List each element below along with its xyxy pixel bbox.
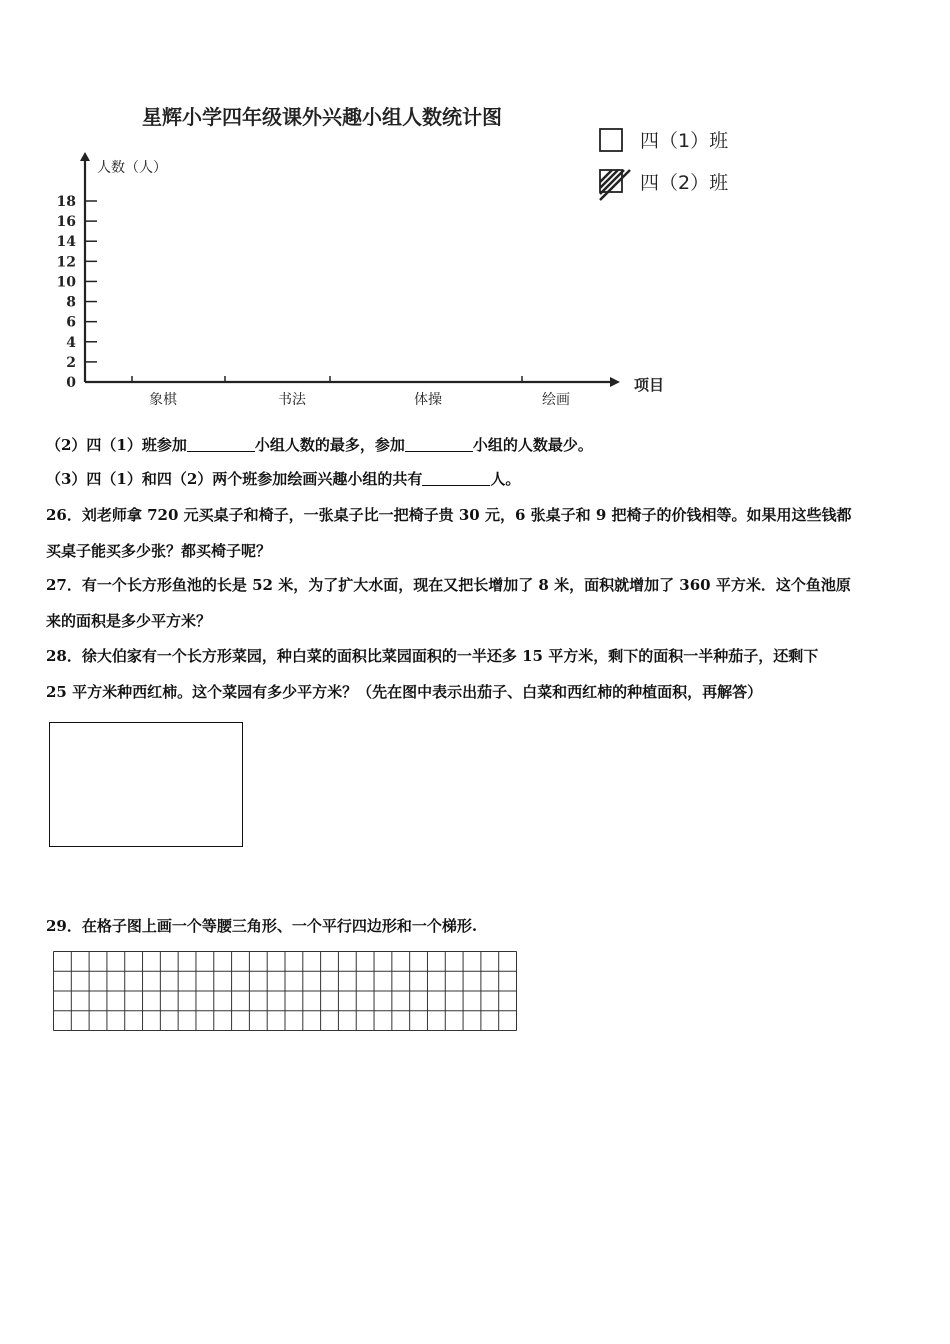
question-3-part-a: （3）四（1）和四（2）两个班参加绘画兴趣小组的共有: [46, 470, 423, 488]
y-tick-label: 6: [66, 314, 76, 331]
question-2-part-a: （2）四（1）班参加: [46, 436, 187, 454]
y-axis-arrow: [80, 152, 90, 161]
x-axis-arrow: [610, 377, 620, 387]
question-28-line-2: 25 平方米种西红柿。这个菜园有多少平方米？（先在图中表示出茄子、白菜和西红柿的种植面积，再解答）: [46, 683, 763, 701]
y-tick-label: 18: [56, 194, 76, 210]
x-tick-label: 体操: [414, 392, 442, 408]
x-tick-label: 书法: [278, 392, 306, 408]
question-27-line-2: 来的面积是多少平方米？: [46, 612, 212, 630]
y-tick-label: 16: [56, 214, 76, 231]
x-tick-label: 绘画: [542, 392, 570, 408]
answer-blank-least[interactable]: [405, 436, 473, 452]
y-tick-label: 12: [56, 254, 76, 271]
question-2-part-c: 小组的人数最少。: [472, 436, 593, 454]
x-axis-label: 项目: [634, 376, 665, 394]
y-tick-label: 2: [66, 354, 76, 371]
question-28-line-1: 28．徐大伯家有一个长方形菜园，种白菜的面积比菜园面积的一半还多 15 平方米，剩下的面积一半种茄子，还剩下: [46, 647, 819, 665]
legend-swatch-empty: [600, 129, 622, 151]
legend-label-class-2: 四（2）班: [640, 172, 729, 194]
bar-chart: [0, 0, 950, 420]
y-tick-label: 8: [66, 294, 76, 311]
y-tick-label: 4: [66, 334, 76, 351]
question-29: 29．在格子图上画一个等腰三角形、一个平行四边形和一个梯形.: [46, 917, 478, 935]
question-26-line-1: 26．刘老师拿 720 元买桌子和椅子，一张桌子比一把椅子贵 30 元，6 张桌子和 9 把椅子的价钱相等。如果用这些钱都: [46, 506, 852, 524]
x-tick-label: 象棋: [149, 392, 177, 408]
y-tick-label: 10: [56, 274, 76, 291]
chart-title: 星辉小学四年级课外兴趣小组人数统计图: [142, 105, 502, 129]
garden-rectangle[interactable]: [49, 722, 243, 847]
y-tick-label: 0: [66, 375, 76, 391]
question-27-line-1: 27．有一个长方形鱼池的长是 52 米，为了扩大水面，现在又把长增加了 8 米，面积就增加了 360 平方米．这个鱼池原: [46, 576, 851, 594]
y-tick-label: 14: [56, 234, 76, 251]
grid-paper[interactable]: [52, 950, 518, 1032]
y-axis-label: 人数（人）: [97, 160, 167, 176]
question-26-line-2: 买桌子能买多少张？都买椅子呢？: [46, 542, 272, 560]
legend-label-class-1: 四（1）班: [640, 130, 729, 152]
question-3-part-b: 人。: [490, 470, 521, 488]
question-3: [46, 469, 520, 489]
answer-blank-most[interactable]: [187, 436, 255, 452]
question-2: [46, 435, 593, 455]
answer-blank-total[interactable]: [422, 470, 490, 486]
question-2-part-b: 小组人数的最多，参加: [254, 436, 405, 454]
